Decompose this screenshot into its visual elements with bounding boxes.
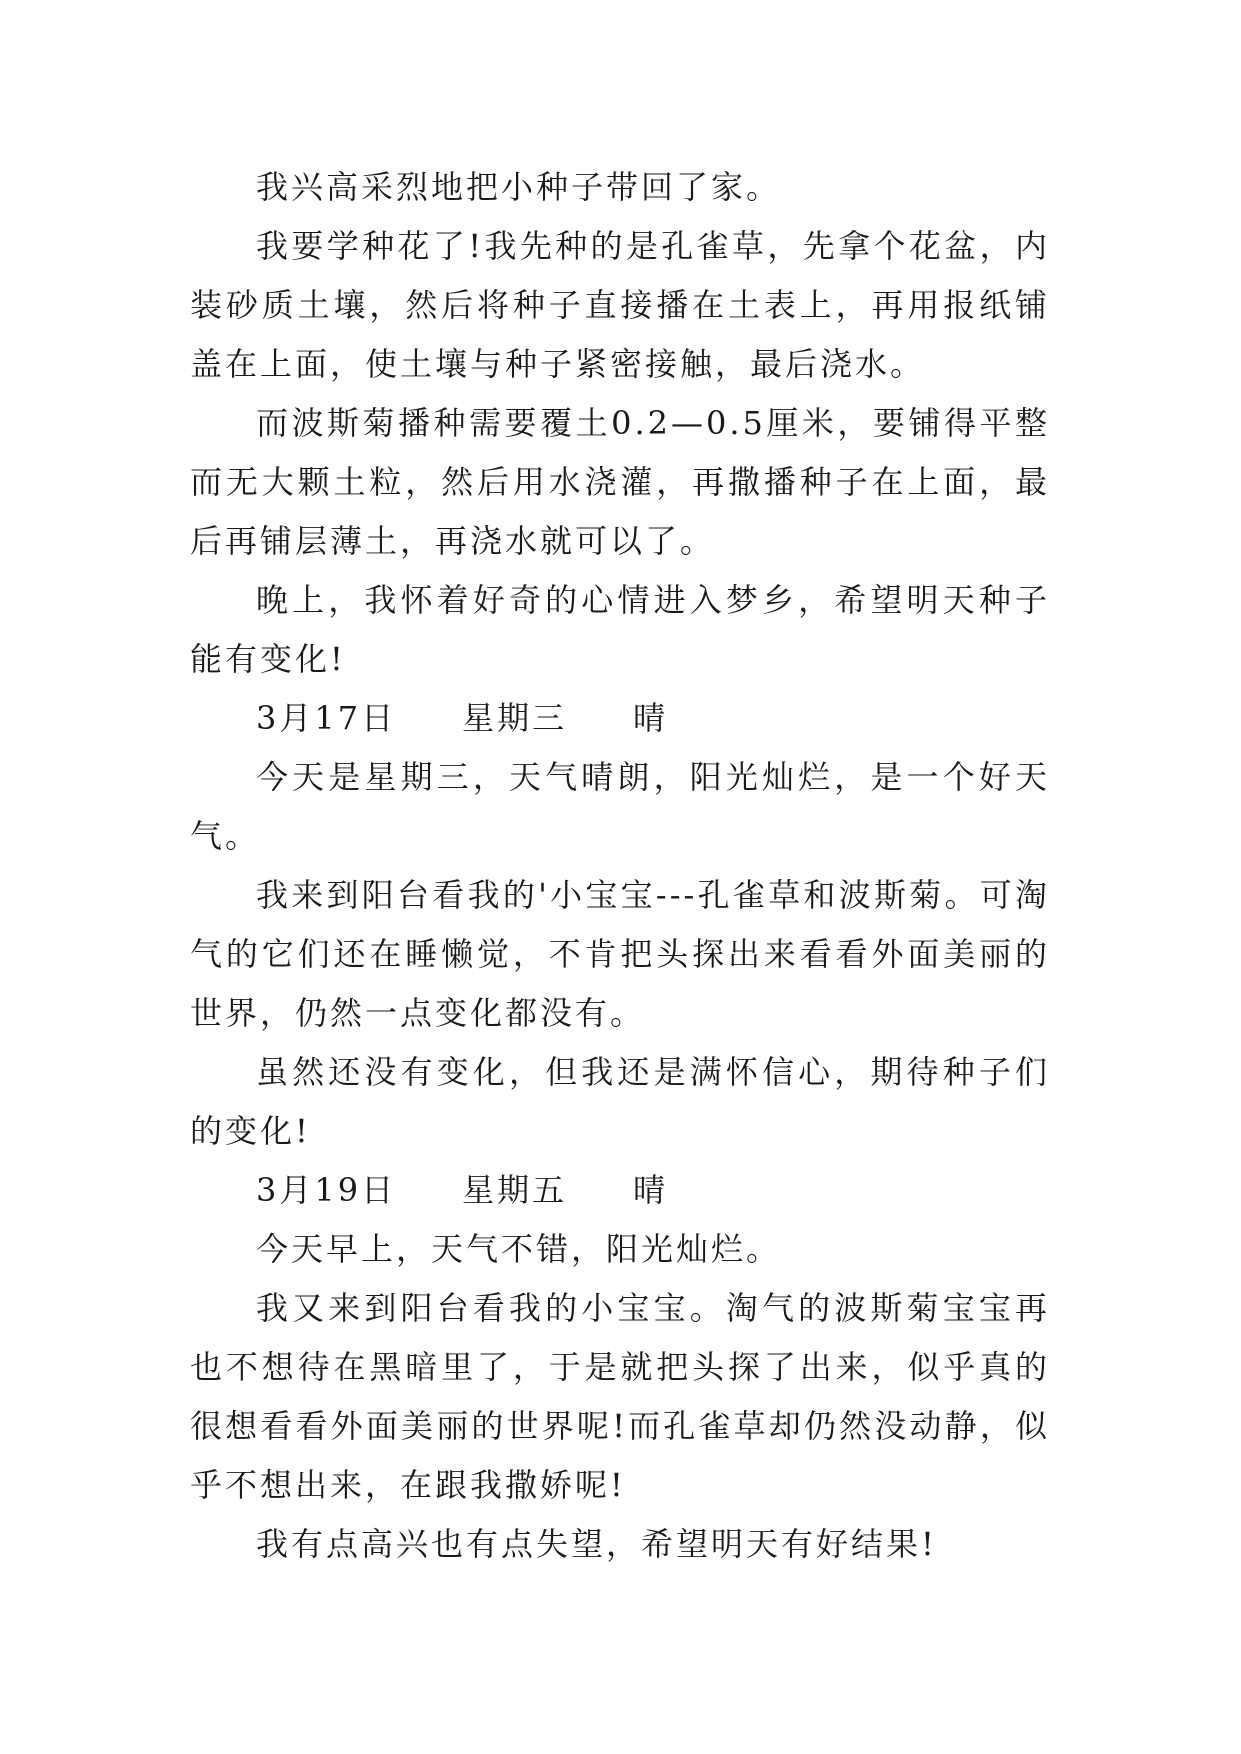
paragraph: 而波斯菊播种需要覆土0.2—0.5厘米，要铺得平整而无大颗土粒，然后用水浇灌，再撒播种子在上面，最后再铺层薄土，再浇水就可以了。: [190, 404, 1050, 560]
diary-date-line: [190, 1161, 1050, 1220]
document-body: [190, 158, 1050, 1574]
diary-date: 3月19日: [256, 1171, 397, 1209]
diary-weather: 晴: [633, 1171, 669, 1209]
paragraph: 我来到阳台看我的'小宝宝---孔雀草和波斯菊。可淘气的它们还在睡懒觉，不肯把头探出来看看外面美丽的世界，仍然一点变化都没有。: [190, 876, 1050, 1032]
paragraph: 我又来到阳台看我的小宝宝。淘气的波斯菊宝宝再也不想待在黑暗里了，于是就把头探了出来，似乎真的很想看看外面美丽的世界呢!而孔雀草却仍然没动静，似乎不想出来，在跟我撒娇呢!: [190, 1289, 1050, 1504]
diary-weather: 晴: [633, 699, 669, 737]
diary-date-line: [190, 689, 1050, 748]
diary-weekday: 星期五: [462, 1171, 568, 1209]
paragraph: 今天早上，天气不错，阳光灿烂。: [256, 1230, 782, 1268]
paragraph: 虽然还没有变化，但我还是满怀信心，期待种子们的变化!: [190, 1053, 1050, 1150]
paragraph: 晚上，我怀着好奇的心情进入梦乡，希望明天种子能有变化!: [190, 581, 1050, 678]
paragraph: 今天是星期三，天气晴朗，阳光灿烂，是一个好天气。: [190, 758, 1050, 855]
paragraph: 我兴高采烈地把小种子带回了家。: [256, 168, 782, 206]
diary-date: 3月17日: [256, 699, 397, 737]
diary-weekday: 星期三: [462, 699, 568, 737]
paragraph: 我要学种花了!我先种的是孔雀草，先拿个花盆，内装砂质土壤，然后将种子直接播在土表上，再用报纸铺盖在上面，使土壤与种子紧密接触，最后浇水。: [190, 227, 1050, 383]
paragraph: 我有点高兴也有点失望，希望明天有好结果!: [256, 1525, 937, 1563]
